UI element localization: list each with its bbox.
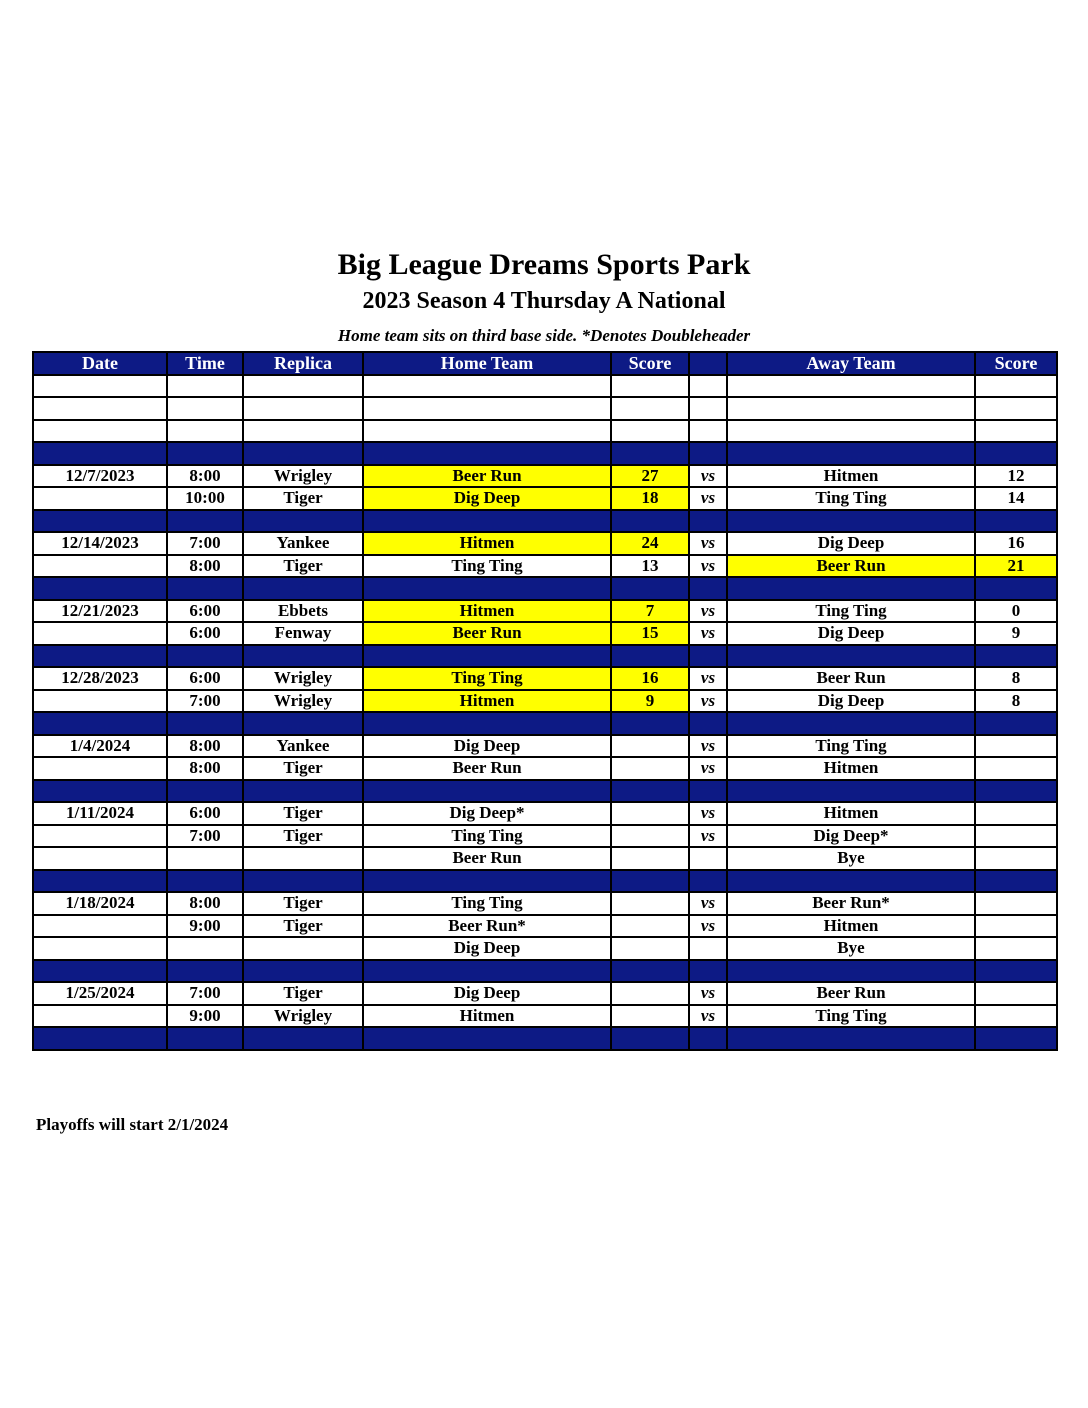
replica-cell bbox=[243, 420, 363, 443]
game-row bbox=[33, 892, 1057, 915]
date-cell bbox=[33, 555, 167, 578]
date-cell: 12/7/2023 bbox=[33, 465, 167, 488]
time-cell bbox=[167, 442, 243, 465]
home-team-cell bbox=[363, 780, 611, 803]
schedule-note: Home team sits on third base side. *Denotes Doubleheader bbox=[337, 326, 751, 345]
home-score-cell bbox=[611, 375, 689, 398]
vs-cell: vs bbox=[689, 555, 727, 578]
away-team-cell bbox=[727, 577, 975, 600]
vs-cell: vs bbox=[689, 532, 727, 555]
date-cell bbox=[33, 915, 167, 938]
away-team-cell: Ting Ting bbox=[727, 1005, 975, 1028]
time-cell bbox=[167, 1027, 243, 1050]
away-score-cell: 9 bbox=[975, 622, 1057, 645]
time-cell: 6:00 bbox=[167, 600, 243, 623]
replica-cell: Tiger bbox=[243, 555, 363, 578]
vs-cell: vs bbox=[689, 487, 727, 510]
game-row bbox=[33, 735, 1057, 758]
home-score-cell bbox=[611, 915, 689, 938]
time-cell bbox=[167, 397, 243, 420]
game-row bbox=[33, 825, 1057, 848]
time-cell: 9:00 bbox=[167, 1005, 243, 1028]
game-row bbox=[33, 1005, 1057, 1028]
away-team-cell: Beer Run bbox=[727, 667, 975, 690]
date-cell bbox=[33, 712, 167, 735]
time-cell: 6:00 bbox=[167, 667, 243, 690]
home-score-cell bbox=[611, 577, 689, 600]
game-row bbox=[33, 915, 1057, 938]
game-row bbox=[33, 982, 1057, 1005]
date-cell bbox=[33, 870, 167, 893]
away-team-cell: Hitmen bbox=[727, 915, 975, 938]
replica-cell bbox=[243, 442, 363, 465]
away-team-cell: Dig Deep* bbox=[727, 825, 975, 848]
replica-cell: Tiger bbox=[243, 982, 363, 1005]
home-team-cell bbox=[363, 645, 611, 668]
game-row bbox=[33, 532, 1057, 555]
time-cell bbox=[167, 712, 243, 735]
away-team-cell: Hitmen bbox=[727, 802, 975, 825]
game-row bbox=[33, 690, 1057, 713]
vs-cell bbox=[689, 937, 727, 960]
away-score-cell: 8 bbox=[975, 690, 1057, 713]
away-score-cell bbox=[975, 847, 1057, 870]
home-score-cell bbox=[611, 645, 689, 668]
away-team-cell bbox=[727, 780, 975, 803]
blank-row bbox=[33, 397, 1057, 420]
vs-cell: vs bbox=[689, 667, 727, 690]
away-score-cell bbox=[975, 1027, 1057, 1050]
playoffs-note: Playoffs will start 2/1/2024 bbox=[36, 1115, 229, 1134]
home-team-cell: Ting Ting bbox=[363, 892, 611, 915]
date-cell: 12/14/2023 bbox=[33, 532, 167, 555]
blank-row bbox=[33, 420, 1057, 443]
home-score-cell bbox=[611, 780, 689, 803]
away-team-cell bbox=[727, 960, 975, 983]
date-cell: 12/21/2023 bbox=[33, 600, 167, 623]
vs-cell bbox=[689, 375, 727, 398]
away-score-cell: 16 bbox=[975, 532, 1057, 555]
time-cell bbox=[167, 780, 243, 803]
date-cell bbox=[33, 487, 167, 510]
home-score-cell: 13 bbox=[611, 555, 689, 578]
home-score-cell bbox=[611, 1005, 689, 1028]
replica-cell bbox=[243, 780, 363, 803]
time-cell bbox=[167, 510, 243, 533]
away-team-cell bbox=[727, 420, 975, 443]
home-score-cell bbox=[611, 712, 689, 735]
time-cell: 9:00 bbox=[167, 915, 243, 938]
home-team-cell bbox=[363, 870, 611, 893]
home-team-cell: Dig Deep* bbox=[363, 802, 611, 825]
replica-cell: Tiger bbox=[243, 892, 363, 915]
separator-row bbox=[33, 442, 1057, 465]
separator-row bbox=[33, 870, 1057, 893]
home-team-cell bbox=[363, 420, 611, 443]
home-score-cell bbox=[611, 1027, 689, 1050]
time-cell: 6:00 bbox=[167, 802, 243, 825]
separator-row bbox=[33, 510, 1057, 533]
blank-row bbox=[33, 375, 1057, 398]
home-team-cell bbox=[363, 442, 611, 465]
game-row bbox=[33, 465, 1057, 488]
home-team-cell: Beer Run bbox=[363, 847, 611, 870]
replica-cell: Wrigley bbox=[243, 465, 363, 488]
time-cell bbox=[167, 645, 243, 668]
home-score-cell bbox=[611, 982, 689, 1005]
date-cell: 1/11/2024 bbox=[33, 802, 167, 825]
game-row bbox=[33, 555, 1057, 578]
vs-cell: vs bbox=[689, 622, 727, 645]
replica-cell: Wrigley bbox=[243, 667, 363, 690]
col-header-home-score: Score bbox=[611, 352, 689, 375]
date-cell bbox=[33, 690, 167, 713]
home-score-cell bbox=[611, 735, 689, 758]
home-score-cell: 27 bbox=[611, 465, 689, 488]
home-team-cell bbox=[363, 375, 611, 398]
home-team-cell: Beer Run bbox=[363, 622, 611, 645]
header-row bbox=[33, 352, 1057, 375]
away-team-cell: Ting Ting bbox=[727, 735, 975, 758]
home-team-cell: Dig Deep bbox=[363, 982, 611, 1005]
home-score-cell bbox=[611, 892, 689, 915]
date-cell: 1/18/2024 bbox=[33, 892, 167, 915]
home-score-cell bbox=[611, 937, 689, 960]
replica-cell: Tiger bbox=[243, 802, 363, 825]
replica-cell: Ebbets bbox=[243, 600, 363, 623]
date-cell bbox=[33, 757, 167, 780]
home-team-cell: Beer Run bbox=[363, 757, 611, 780]
vs-cell bbox=[689, 780, 727, 803]
time-cell: 7:00 bbox=[167, 982, 243, 1005]
home-team-cell: Beer Run* bbox=[363, 915, 611, 938]
away-team-cell: Hitmen bbox=[727, 465, 975, 488]
game-row bbox=[33, 487, 1057, 510]
away-score-cell: 12 bbox=[975, 465, 1057, 488]
home-score-cell bbox=[611, 757, 689, 780]
away-score-cell bbox=[975, 712, 1057, 735]
vs-cell: vs bbox=[689, 757, 727, 780]
vs-cell bbox=[689, 870, 727, 893]
home-score-cell bbox=[611, 510, 689, 533]
separator-row bbox=[33, 712, 1057, 735]
home-team-cell: Dig Deep bbox=[363, 487, 611, 510]
vs-cell: vs bbox=[689, 982, 727, 1005]
replica-cell bbox=[243, 1027, 363, 1050]
replica-cell bbox=[243, 397, 363, 420]
away-team-cell bbox=[727, 1027, 975, 1050]
date-cell bbox=[33, 937, 167, 960]
col-header-away-score: Score bbox=[975, 352, 1057, 375]
replica-cell: Wrigley bbox=[243, 1005, 363, 1028]
replica-cell: Fenway bbox=[243, 622, 363, 645]
date-cell bbox=[33, 1027, 167, 1050]
replica-cell bbox=[243, 712, 363, 735]
date-cell: 1/4/2024 bbox=[33, 735, 167, 758]
date-cell bbox=[33, 577, 167, 600]
away-score-cell bbox=[975, 735, 1057, 758]
game-row bbox=[33, 622, 1057, 645]
away-score-cell bbox=[975, 645, 1057, 668]
replica-cell bbox=[243, 510, 363, 533]
time-cell: 7:00 bbox=[167, 690, 243, 713]
vs-cell bbox=[689, 1027, 727, 1050]
schedule-body bbox=[33, 375, 1057, 1050]
home-score-cell: 24 bbox=[611, 532, 689, 555]
replica-cell: Tiger bbox=[243, 825, 363, 848]
home-team-cell: Hitmen bbox=[363, 600, 611, 623]
date-cell bbox=[33, 1005, 167, 1028]
time-cell: 8:00 bbox=[167, 757, 243, 780]
time-cell bbox=[167, 577, 243, 600]
time-cell bbox=[167, 847, 243, 870]
home-team-cell: Dig Deep bbox=[363, 735, 611, 758]
vs-cell: vs bbox=[689, 802, 727, 825]
away-score-cell bbox=[975, 577, 1057, 600]
separator-row bbox=[33, 645, 1057, 668]
time-cell bbox=[167, 870, 243, 893]
away-team-cell: Ting Ting bbox=[727, 600, 975, 623]
away-team-cell bbox=[727, 645, 975, 668]
home-score-cell bbox=[611, 960, 689, 983]
replica-cell bbox=[243, 847, 363, 870]
time-cell: 8:00 bbox=[167, 465, 243, 488]
vs-cell: vs bbox=[689, 690, 727, 713]
vs-cell bbox=[689, 847, 727, 870]
away-team-cell: Bye bbox=[727, 937, 975, 960]
date-cell: 1/25/2024 bbox=[33, 982, 167, 1005]
away-team-cell bbox=[727, 442, 975, 465]
vs-cell: vs bbox=[689, 1005, 727, 1028]
separator-row bbox=[33, 960, 1057, 983]
date-cell bbox=[33, 375, 167, 398]
away-score-cell bbox=[975, 375, 1057, 398]
game-row bbox=[33, 600, 1057, 623]
replica-cell bbox=[243, 375, 363, 398]
vs-cell bbox=[689, 510, 727, 533]
replica-cell: Tiger bbox=[243, 915, 363, 938]
time-cell: 7:00 bbox=[167, 532, 243, 555]
away-team-cell bbox=[727, 712, 975, 735]
home-team-cell bbox=[363, 960, 611, 983]
home-team-cell bbox=[363, 397, 611, 420]
replica-cell: Tiger bbox=[243, 757, 363, 780]
replica-cell bbox=[243, 960, 363, 983]
away-team-cell bbox=[727, 375, 975, 398]
date-cell bbox=[33, 780, 167, 803]
vs-cell: vs bbox=[689, 915, 727, 938]
replica-cell: Tiger bbox=[243, 487, 363, 510]
vs-cell bbox=[689, 960, 727, 983]
vs-cell bbox=[689, 577, 727, 600]
home-team-cell bbox=[363, 1027, 611, 1050]
away-score-cell: 21 bbox=[975, 555, 1057, 578]
home-team-cell bbox=[363, 577, 611, 600]
time-cell: 6:00 bbox=[167, 622, 243, 645]
separator-row bbox=[33, 577, 1057, 600]
away-score-cell bbox=[975, 960, 1057, 983]
separator-row bbox=[33, 1027, 1057, 1050]
date-cell: 12/28/2023 bbox=[33, 667, 167, 690]
away-team-cell bbox=[727, 510, 975, 533]
col-header-replica: Replica bbox=[243, 352, 363, 375]
vs-cell: vs bbox=[689, 735, 727, 758]
home-score-cell bbox=[611, 802, 689, 825]
game-row bbox=[33, 757, 1057, 780]
time-cell: 7:00 bbox=[167, 825, 243, 848]
away-team-cell bbox=[727, 870, 975, 893]
vs-cell bbox=[689, 712, 727, 735]
vs-cell bbox=[689, 420, 727, 443]
away-score-cell bbox=[975, 802, 1057, 825]
time-cell bbox=[167, 960, 243, 983]
page-title: Big League Dreams Sports Park bbox=[337, 248, 751, 281]
time-cell: 10:00 bbox=[167, 487, 243, 510]
vs-cell: vs bbox=[689, 600, 727, 623]
vs-cell: vs bbox=[689, 465, 727, 488]
home-score-cell bbox=[611, 442, 689, 465]
away-team-cell: Hitmen bbox=[727, 757, 975, 780]
home-score-cell: 18 bbox=[611, 487, 689, 510]
vs-cell: vs bbox=[689, 825, 727, 848]
col-header-date: Date bbox=[33, 352, 167, 375]
date-cell bbox=[33, 442, 167, 465]
away-score-cell: 14 bbox=[975, 487, 1057, 510]
home-team-cell: Hitmen bbox=[363, 690, 611, 713]
replica-cell: Wrigley bbox=[243, 690, 363, 713]
time-cell: 8:00 bbox=[167, 555, 243, 578]
away-score-cell bbox=[975, 892, 1057, 915]
date-cell bbox=[33, 960, 167, 983]
away-team-cell: Ting Ting bbox=[727, 487, 975, 510]
col-header-vs bbox=[689, 352, 727, 375]
home-team-cell bbox=[363, 510, 611, 533]
away-team-cell: Dig Deep bbox=[727, 532, 975, 555]
separator-row bbox=[33, 780, 1057, 803]
away-score-cell bbox=[975, 442, 1057, 465]
date-cell bbox=[33, 420, 167, 443]
away-score-cell bbox=[975, 937, 1057, 960]
home-team-cell: Hitmen bbox=[363, 532, 611, 555]
schedule-table bbox=[32, 351, 1058, 1051]
replica-cell: Yankee bbox=[243, 735, 363, 758]
home-score-cell bbox=[611, 825, 689, 848]
home-team-cell: Ting Ting bbox=[363, 555, 611, 578]
date-cell bbox=[33, 622, 167, 645]
date-cell bbox=[33, 645, 167, 668]
time-cell bbox=[167, 420, 243, 443]
replica-cell bbox=[243, 937, 363, 960]
home-score-cell: 16 bbox=[611, 667, 689, 690]
away-score-cell: 8 bbox=[975, 667, 1057, 690]
game-row bbox=[33, 847, 1057, 870]
date-cell bbox=[33, 847, 167, 870]
vs-cell bbox=[689, 645, 727, 668]
replica-cell bbox=[243, 645, 363, 668]
away-score-cell bbox=[975, 915, 1057, 938]
page-subtitle: 2023 Season 4 Thursday A National bbox=[362, 288, 726, 314]
away-team-cell: Beer Run bbox=[727, 982, 975, 1005]
home-score-cell bbox=[611, 847, 689, 870]
home-team-cell: Ting Ting bbox=[363, 667, 611, 690]
date-cell bbox=[33, 825, 167, 848]
away-score-cell: 0 bbox=[975, 600, 1057, 623]
away-score-cell bbox=[975, 420, 1057, 443]
away-score-cell bbox=[975, 825, 1057, 848]
col-header-home-team: Home Team bbox=[363, 352, 611, 375]
home-score-cell bbox=[611, 420, 689, 443]
time-cell bbox=[167, 375, 243, 398]
away-score-cell bbox=[975, 510, 1057, 533]
away-score-cell bbox=[975, 870, 1057, 893]
home-team-cell: Hitmen bbox=[363, 1005, 611, 1028]
time-cell: 8:00 bbox=[167, 735, 243, 758]
away-team-cell: Beer Run* bbox=[727, 892, 975, 915]
home-team-cell: Beer Run bbox=[363, 465, 611, 488]
away-team-cell: Dig Deep bbox=[727, 622, 975, 645]
away-score-cell bbox=[975, 1005, 1057, 1028]
replica-cell: Yankee bbox=[243, 532, 363, 555]
home-team-cell bbox=[363, 712, 611, 735]
vs-cell bbox=[689, 442, 727, 465]
home-score-cell bbox=[611, 397, 689, 420]
time-cell bbox=[167, 937, 243, 960]
home-score-cell: 15 bbox=[611, 622, 689, 645]
away-team-cell: Beer Run bbox=[727, 555, 975, 578]
away-score-cell bbox=[975, 397, 1057, 420]
date-cell bbox=[33, 397, 167, 420]
home-score-cell: 7 bbox=[611, 600, 689, 623]
game-row bbox=[33, 937, 1057, 960]
game-row bbox=[33, 802, 1057, 825]
away-score-cell bbox=[975, 982, 1057, 1005]
col-header-away-team: Away Team bbox=[727, 352, 975, 375]
away-score-cell bbox=[975, 757, 1057, 780]
col-header-time: Time bbox=[167, 352, 243, 375]
replica-cell bbox=[243, 870, 363, 893]
vs-cell: vs bbox=[689, 892, 727, 915]
away-team-cell: Dig Deep bbox=[727, 690, 975, 713]
home-score-cell: 9 bbox=[611, 690, 689, 713]
home-score-cell bbox=[611, 870, 689, 893]
time-cell: 8:00 bbox=[167, 892, 243, 915]
home-team-cell: Dig Deep bbox=[363, 937, 611, 960]
away-team-cell: Bye bbox=[727, 847, 975, 870]
home-team-cell: Ting Ting bbox=[363, 825, 611, 848]
away-team-cell bbox=[727, 397, 975, 420]
away-score-cell bbox=[975, 780, 1057, 803]
vs-cell bbox=[689, 397, 727, 420]
replica-cell bbox=[243, 577, 363, 600]
date-cell bbox=[33, 510, 167, 533]
game-row bbox=[33, 667, 1057, 690]
